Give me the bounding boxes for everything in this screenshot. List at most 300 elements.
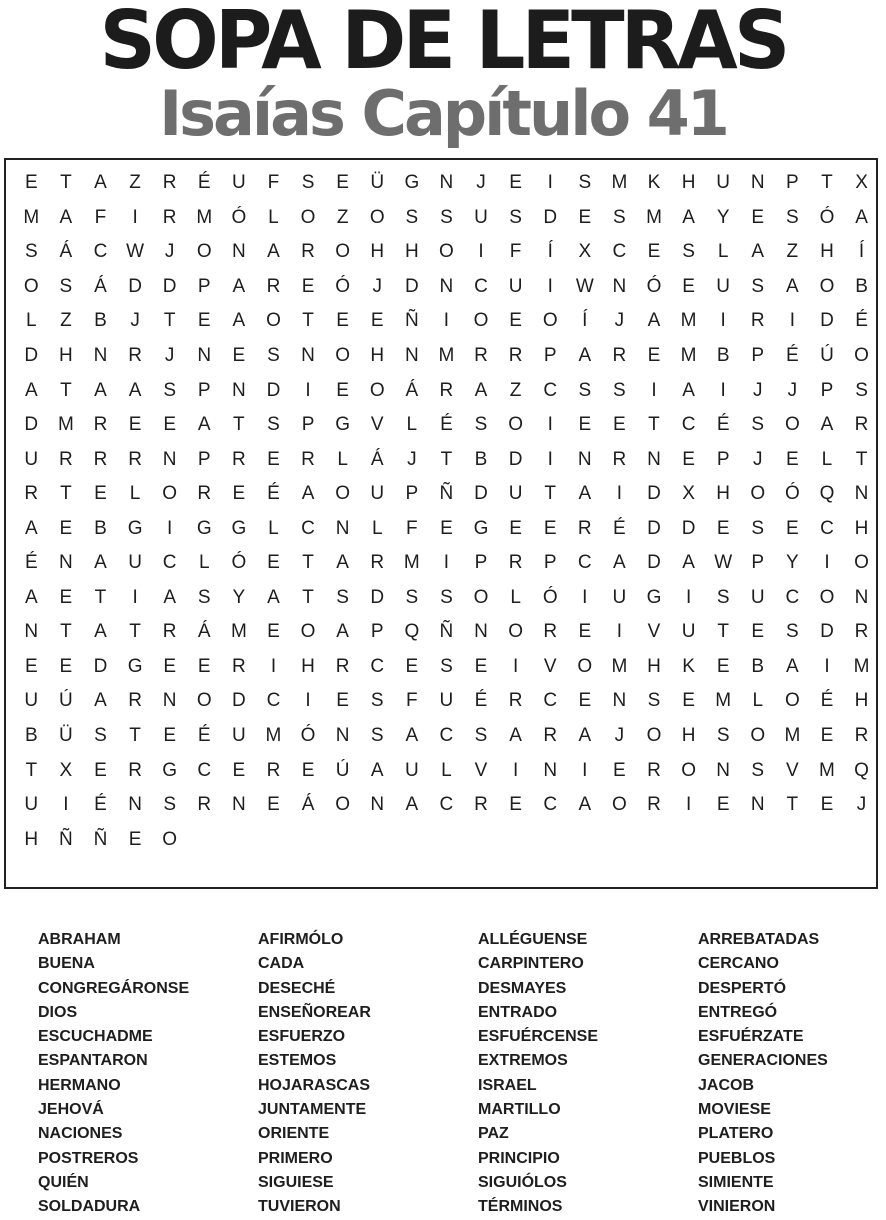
grid-cell[interactable]: S: [267, 345, 280, 366]
grid-cell[interactable]: E: [128, 414, 142, 436]
grid-cell[interactable]: Z: [786, 241, 799, 263]
grid-cell[interactable]: P: [197, 448, 211, 470]
grid-cell[interactable]: C: [543, 794, 558, 816]
grid-cell[interactable]: D: [820, 310, 834, 332]
grid-cell[interactable]: I: [443, 310, 450, 332]
grid-cell[interactable]: T: [233, 414, 245, 436]
grid-cell[interactable]: A: [128, 379, 142, 401]
grid-cell[interactable]: S: [716, 725, 730, 747]
grid-cell[interactable]: H: [301, 655, 315, 677]
grid-cell[interactable]: É: [613, 517, 626, 539]
grid-cell[interactable]: C: [681, 414, 696, 436]
grid-cell[interactable]: L: [821, 448, 833, 470]
grid-cell[interactable]: A: [94, 621, 107, 643]
grid-cell[interactable]: G: [335, 414, 351, 436]
grid-cell[interactable]: I: [132, 206, 138, 228]
grid-cell[interactable]: I: [720, 379, 726, 401]
grid-cell[interactable]: D: [508, 448, 523, 470]
grid-cell[interactable]: Ó: [231, 552, 247, 574]
grid-cell[interactable]: E: [716, 794, 730, 816]
grid-cell[interactable]: R: [128, 345, 142, 366]
grid-cell[interactable]: N: [612, 690, 627, 712]
grid-cell[interactable]: N: [404, 345, 419, 366]
grid-cell[interactable]: S: [751, 414, 765, 436]
grid-cell[interactable]: U: [750, 586, 765, 608]
grid-cell[interactable]: I: [789, 310, 795, 332]
grid-cell[interactable]: J: [614, 310, 625, 332]
grid-cell[interactable]: N: [231, 241, 246, 263]
grid-cell[interactable]: A: [682, 379, 695, 401]
grid-cell[interactable]: E: [267, 552, 280, 574]
grid-cell[interactable]: D: [681, 517, 696, 539]
grid-cell[interactable]: T: [60, 379, 72, 401]
grid-cell[interactable]: O: [542, 310, 558, 332]
grid-cell[interactable]: Á: [197, 621, 211, 643]
grid-cell[interactable]: O: [819, 586, 835, 608]
grid-cell[interactable]: O: [784, 690, 800, 712]
grid-cell[interactable]: N: [370, 794, 385, 816]
grid-cell[interactable]: R: [59, 448, 73, 470]
grid-cell[interactable]: X: [682, 483, 695, 505]
grid-cell[interactable]: R: [854, 621, 869, 643]
grid-cell[interactable]: M: [611, 655, 628, 677]
grid-cell[interactable]: R: [162, 172, 177, 194]
grid-cell[interactable]: Q: [819, 483, 835, 505]
grid-cell[interactable]: A: [370, 759, 384, 781]
grid-cell[interactable]: O: [162, 483, 178, 505]
grid-cell[interactable]: T: [302, 586, 314, 608]
grid-cell[interactable]: J: [753, 379, 763, 401]
grid-cell[interactable]: S: [440, 206, 453, 228]
grid-cell[interactable]: W: [575, 275, 594, 297]
grid-cell[interactable]: X: [578, 241, 592, 263]
grid-cell[interactable]: J: [614, 725, 625, 747]
grid-cell[interactable]: G: [127, 655, 143, 677]
grid-cell[interactable]: F: [509, 241, 522, 263]
grid-cell[interactable]: E: [509, 794, 522, 816]
grid-cell[interactable]: E: [24, 655, 38, 677]
grid-cell[interactable]: G: [127, 517, 143, 539]
grid-cell[interactable]: C: [439, 725, 454, 747]
grid-cell[interactable]: W: [714, 552, 733, 574]
grid-cell[interactable]: N: [128, 794, 142, 816]
grid-cell[interactable]: A: [232, 310, 246, 332]
grid-cell[interactable]: V: [370, 414, 384, 436]
grid-cell[interactable]: Ó: [819, 206, 835, 228]
grid-cell[interactable]: H: [716, 483, 731, 505]
grid-cell[interactable]: R: [474, 794, 488, 816]
grid-cell[interactable]: A: [613, 552, 626, 574]
grid-cell[interactable]: J: [130, 310, 140, 332]
grid-cell[interactable]: E: [613, 759, 626, 781]
grid-cell[interactable]: B: [751, 655, 765, 677]
grid-cell[interactable]: R: [508, 345, 523, 366]
grid-cell[interactable]: D: [266, 379, 281, 401]
grid-cell[interactable]: C: [543, 379, 558, 401]
grid-cell[interactable]: G: [404, 172, 420, 194]
grid-cell[interactable]: I: [824, 552, 830, 574]
grid-cell[interactable]: D: [543, 206, 558, 228]
grid-cell[interactable]: M: [784, 725, 801, 747]
grid-cell[interactable]: R: [750, 310, 765, 332]
grid-cell[interactable]: I: [685, 586, 692, 608]
grid-cell[interactable]: É: [820, 690, 834, 712]
grid-cell[interactable]: O: [369, 206, 385, 228]
grid-cell[interactable]: I: [167, 517, 173, 539]
grid-cell[interactable]: A: [24, 379, 38, 401]
grid-cell[interactable]: A: [405, 794, 419, 816]
grid-cell[interactable]: I: [651, 379, 657, 401]
grid-cell[interactable]: E: [751, 206, 765, 228]
grid-cell[interactable]: J: [787, 379, 798, 401]
grid-cell[interactable]: I: [616, 483, 623, 505]
grid-cell[interactable]: É: [716, 414, 730, 436]
grid-cell[interactable]: É: [440, 414, 453, 436]
grid-cell[interactable]: E: [163, 655, 177, 677]
grid-cell[interactable]: M: [680, 310, 697, 332]
grid-cell[interactable]: B: [94, 310, 107, 332]
grid-cell[interactable]: T: [60, 483, 72, 505]
grid-cell[interactable]: S: [405, 586, 419, 608]
grid-cell[interactable]: D: [162, 275, 177, 297]
grid-cell[interactable]: D: [93, 655, 108, 677]
grid-cell[interactable]: R: [543, 621, 558, 643]
grid-cell[interactable]: I: [582, 759, 588, 781]
grid-cell[interactable]: E: [94, 483, 107, 505]
grid-cell[interactable]: R: [197, 483, 212, 505]
grid-cell[interactable]: O: [508, 621, 523, 643]
grid-cell[interactable]: E: [232, 759, 246, 781]
grid-cell[interactable]: P: [543, 552, 557, 574]
grid-cell[interactable]: D: [647, 517, 661, 539]
grid-cell[interactable]: M: [265, 725, 282, 747]
grid-cell[interactable]: A: [301, 483, 315, 505]
grid-cell[interactable]: M: [853, 655, 870, 677]
grid-cell[interactable]: D: [24, 414, 39, 436]
grid-cell[interactable]: Q: [404, 621, 420, 643]
grid-cell[interactable]: E: [232, 483, 246, 505]
grid-cell[interactable]: Á: [370, 448, 384, 470]
grid-cell[interactable]: O: [300, 621, 316, 643]
grid-cell[interactable]: O: [819, 275, 835, 297]
grid-cell[interactable]: R: [335, 655, 350, 677]
grid-cell[interactable]: S: [751, 275, 765, 297]
grid-cell[interactable]: E: [197, 310, 211, 332]
grid-cell[interactable]: T: [648, 414, 660, 436]
grid-cell[interactable]: J: [164, 241, 175, 263]
grid-cell[interactable]: E: [647, 345, 661, 366]
grid-cell[interactable]: E: [682, 690, 695, 712]
grid-cell[interactable]: O: [439, 241, 454, 263]
grid-cell[interactable]: A: [94, 690, 107, 712]
grid-cell[interactable]: Ó: [542, 586, 558, 608]
grid-cell[interactable]: C: [197, 759, 212, 781]
grid-cell[interactable]: T: [786, 794, 799, 816]
grid-cell[interactable]: S: [370, 725, 384, 747]
grid-cell[interactable]: R: [543, 725, 558, 747]
grid-cell[interactable]: S: [24, 241, 38, 263]
grid-cell[interactable]: N: [231, 379, 246, 401]
grid-cell[interactable]: T: [129, 621, 141, 643]
grid-cell[interactable]: O: [681, 759, 696, 781]
grid-cell[interactable]: S: [301, 172, 315, 194]
grid-cell[interactable]: M: [23, 206, 40, 228]
grid-cell[interactable]: U: [231, 172, 246, 194]
grid-cell[interactable]: E: [336, 690, 349, 712]
grid-cell[interactable]: P: [197, 379, 211, 401]
grid-cell[interactable]: M: [57, 414, 74, 436]
grid-cell[interactable]: J: [372, 275, 382, 297]
grid-cell[interactable]: N: [647, 448, 661, 470]
grid-cell[interactable]: C: [301, 517, 315, 539]
grid-cell[interactable]: N: [750, 794, 765, 816]
grid-cell[interactable]: R: [854, 725, 869, 747]
grid-cell[interactable]: H: [370, 345, 385, 366]
grid-cell[interactable]: J: [407, 448, 417, 470]
grid-cell[interactable]: H: [854, 517, 869, 539]
grid-cell[interactable]: K: [647, 172, 661, 194]
grid-cell[interactable]: G: [162, 759, 178, 781]
grid-cell[interactable]: É: [197, 172, 211, 194]
grid-cell[interactable]: R: [128, 759, 142, 781]
grid-cell[interactable]: E: [232, 345, 246, 366]
grid-cell[interactable]: T: [855, 448, 868, 470]
grid-cell[interactable]: E: [163, 725, 177, 747]
grid-cell[interactable]: Ú: [820, 345, 834, 366]
grid-cell[interactable]: L: [406, 414, 418, 436]
grid-cell[interactable]: S: [786, 621, 799, 643]
grid-cell[interactable]: E: [613, 414, 626, 436]
grid-cell[interactable]: E: [94, 759, 107, 781]
grid-cell[interactable]: E: [301, 759, 315, 781]
grid-cell[interactable]: C: [370, 655, 385, 677]
grid-cell[interactable]: E: [301, 275, 315, 297]
grid-cell[interactable]: F: [94, 206, 107, 228]
grid-cell[interactable]: B: [716, 345, 730, 366]
grid-cell[interactable]: E: [128, 828, 142, 850]
grid-cell[interactable]: H: [820, 241, 834, 263]
grid-cell[interactable]: H: [854, 690, 869, 712]
grid-cell[interactable]: E: [578, 621, 592, 643]
grid-cell[interactable]: J: [476, 172, 486, 194]
grid-cell[interactable]: E: [647, 241, 661, 263]
grid-cell[interactable]: F: [267, 172, 280, 194]
grid-cell[interactable]: T: [25, 759, 38, 781]
grid-cell[interactable]: L: [198, 552, 210, 574]
grid-cell[interactable]: I: [512, 759, 519, 781]
grid-cell[interactable]: Á: [405, 379, 419, 401]
grid-cell[interactable]: M: [196, 206, 213, 228]
grid-cell[interactable]: A: [786, 655, 799, 677]
grid-cell[interactable]: I: [63, 794, 69, 816]
grid-cell[interactable]: R: [301, 241, 315, 263]
grid-cell[interactable]: I: [547, 275, 553, 297]
grid-cell[interactable]: R: [508, 690, 523, 712]
grid-cell[interactable]: A: [94, 552, 107, 574]
grid-cell[interactable]: E: [509, 310, 522, 332]
grid-cell[interactable]: A: [578, 725, 592, 747]
grid-cell[interactable]: S: [474, 725, 488, 747]
grid-cell[interactable]: Ó: [335, 275, 351, 297]
grid-cell[interactable]: N: [24, 621, 39, 643]
grid-cell[interactable]: C: [785, 586, 800, 608]
grid-cell[interactable]: R: [266, 275, 281, 297]
grid-cell[interactable]: I: [478, 241, 484, 263]
grid-cell[interactable]: L: [717, 241, 729, 263]
grid-cell[interactable]: P: [301, 414, 315, 436]
grid-cell[interactable]: S: [440, 655, 453, 677]
grid-cell[interactable]: Y: [232, 586, 246, 608]
grid-cell[interactable]: A: [232, 275, 246, 297]
grid-cell[interactable]: I: [305, 379, 311, 401]
grid-cell[interactable]: A: [94, 379, 107, 401]
grid-cell[interactable]: B: [94, 517, 107, 539]
grid-cell[interactable]: M: [438, 345, 455, 366]
grid-cell[interactable]: O: [162, 828, 178, 850]
grid-cell[interactable]: D: [24, 345, 39, 366]
grid-cell[interactable]: P: [820, 379, 834, 401]
grid-cell[interactable]: S: [578, 172, 592, 194]
grid-cell[interactable]: R: [301, 448, 315, 470]
grid-cell[interactable]: I: [305, 690, 311, 712]
grid-cell[interactable]: Z: [509, 379, 522, 401]
grid-cell[interactable]: P: [543, 345, 557, 366]
grid-cell[interactable]: T: [60, 172, 72, 194]
grid-cell[interactable]: S: [440, 586, 453, 608]
grid-cell[interactable]: Ó: [231, 206, 247, 228]
grid-cell[interactable]: T: [440, 448, 453, 470]
grid-cell[interactable]: J: [753, 448, 763, 470]
grid-cell[interactable]: É: [786, 345, 799, 366]
grid-cell[interactable]: Ñ: [404, 310, 419, 332]
grid-cell[interactable]: Í: [582, 310, 588, 332]
grid-cell[interactable]: Ñ: [93, 828, 108, 850]
grid-cell[interactable]: A: [197, 414, 211, 436]
grid-cell[interactable]: A: [682, 552, 695, 574]
grid-cell[interactable]: N: [197, 345, 212, 366]
grid-cell[interactable]: S: [94, 725, 107, 747]
grid-cell[interactable]: I: [582, 586, 588, 608]
grid-cell[interactable]: E: [716, 655, 730, 677]
grid-cell[interactable]: L: [510, 586, 521, 608]
grid-cell[interactable]: T: [163, 310, 176, 332]
grid-cell[interactable]: O: [577, 655, 593, 677]
grid-cell[interactable]: P: [370, 621, 384, 643]
grid-cell[interactable]: A: [578, 483, 592, 505]
grid-cell[interactable]: O: [300, 206, 316, 228]
grid-cell[interactable]: R: [231, 448, 246, 470]
grid-cell[interactable]: U: [716, 172, 731, 194]
grid-cell[interactable]: S: [613, 379, 626, 401]
grid-cell[interactable]: É: [267, 483, 280, 505]
grid-cell[interactable]: U: [128, 552, 142, 574]
grid-cell[interactable]: S: [716, 586, 730, 608]
grid-cell[interactable]: E: [474, 655, 488, 677]
grid-cell[interactable]: É: [197, 725, 211, 747]
grid-cell[interactable]: G: [646, 586, 662, 608]
grid-cell[interactable]: R: [162, 621, 177, 643]
grid-cell[interactable]: U: [370, 483, 385, 505]
grid-cell[interactable]: S: [163, 794, 177, 816]
grid-cell[interactable]: I: [270, 655, 277, 677]
grid-cell[interactable]: G: [473, 517, 489, 539]
grid-cell[interactable]: O: [750, 725, 766, 747]
grid-cell[interactable]: H: [59, 345, 73, 366]
grid-cell[interactable]: O: [612, 794, 627, 816]
grid-cell[interactable]: E: [786, 448, 799, 470]
grid-cell[interactable]: I: [547, 172, 553, 194]
grid-cell[interactable]: L: [441, 759, 452, 781]
grid-cell[interactable]: A: [267, 586, 280, 608]
grid-cell[interactable]: E: [716, 517, 730, 539]
grid-cell[interactable]: T: [60, 621, 72, 643]
grid-cell[interactable]: A: [163, 586, 177, 608]
grid-cell[interactable]: K: [682, 655, 695, 677]
grid-cell[interactable]: P: [786, 172, 799, 194]
grid-cell[interactable]: F: [406, 517, 418, 539]
grid-cell[interactable]: A: [474, 379, 488, 401]
grid-cell[interactable]: A: [336, 621, 349, 643]
grid-cell[interactable]: A: [405, 725, 419, 747]
grid-cell[interactable]: I: [132, 586, 138, 608]
grid-cell[interactable]: I: [720, 310, 726, 332]
grid-cell[interactable]: E: [440, 517, 453, 539]
grid-cell[interactable]: H: [647, 655, 661, 677]
grid-cell[interactable]: U: [24, 690, 39, 712]
grid-cell[interactable]: Ó: [300, 725, 316, 747]
grid-cell[interactable]: É: [474, 690, 488, 712]
grid-cell[interactable]: R: [508, 552, 523, 574]
grid-cell[interactable]: O: [196, 241, 212, 263]
grid-cell[interactable]: D: [474, 483, 488, 505]
grid-cell[interactable]: S: [751, 759, 765, 781]
grid-cell[interactable]: O: [335, 345, 351, 366]
grid-cell[interactable]: Z: [129, 172, 141, 194]
grid-cell[interactable]: E: [578, 414, 592, 436]
grid-cell[interactable]: R: [24, 483, 39, 505]
grid-cell[interactable]: E: [820, 794, 834, 816]
grid-cell[interactable]: R: [266, 759, 281, 781]
grid-cell[interactable]: M: [715, 690, 732, 712]
grid-cell[interactable]: V: [474, 759, 488, 781]
grid-cell[interactable]: Q: [854, 759, 869, 781]
grid-cell[interactable]: N: [577, 448, 592, 470]
grid-cell[interactable]: E: [267, 621, 280, 643]
grid-cell[interactable]: U: [404, 759, 419, 781]
grid-cell[interactable]: N: [474, 621, 488, 643]
grid-cell[interactable]: H: [681, 725, 696, 747]
grid-cell[interactable]: N: [854, 483, 869, 505]
grid-cell[interactable]: E: [682, 275, 695, 297]
grid-cell[interactable]: E: [578, 206, 592, 228]
grid-cell[interactable]: R: [197, 794, 212, 816]
grid-cell[interactable]: B: [855, 275, 868, 297]
grid-cell[interactable]: H: [24, 828, 39, 850]
grid-cell[interactable]: D: [647, 483, 661, 505]
grid-cell[interactable]: E: [786, 517, 799, 539]
grid-cell[interactable]: L: [26, 310, 37, 332]
grid-cell[interactable]: S: [336, 586, 349, 608]
grid-cell[interactable]: S: [613, 206, 626, 228]
grid-cell[interactable]: Ñ: [439, 483, 454, 505]
grid-cell[interactable]: A: [267, 241, 280, 263]
grid-cell[interactable]: S: [370, 690, 384, 712]
grid-cell[interactable]: F: [406, 690, 418, 712]
grid-cell[interactable]: U: [439, 690, 454, 712]
grid-cell[interactable]: O: [473, 586, 489, 608]
grid-cell[interactable]: T: [94, 586, 107, 608]
grid-cell[interactable]: U: [681, 621, 696, 643]
